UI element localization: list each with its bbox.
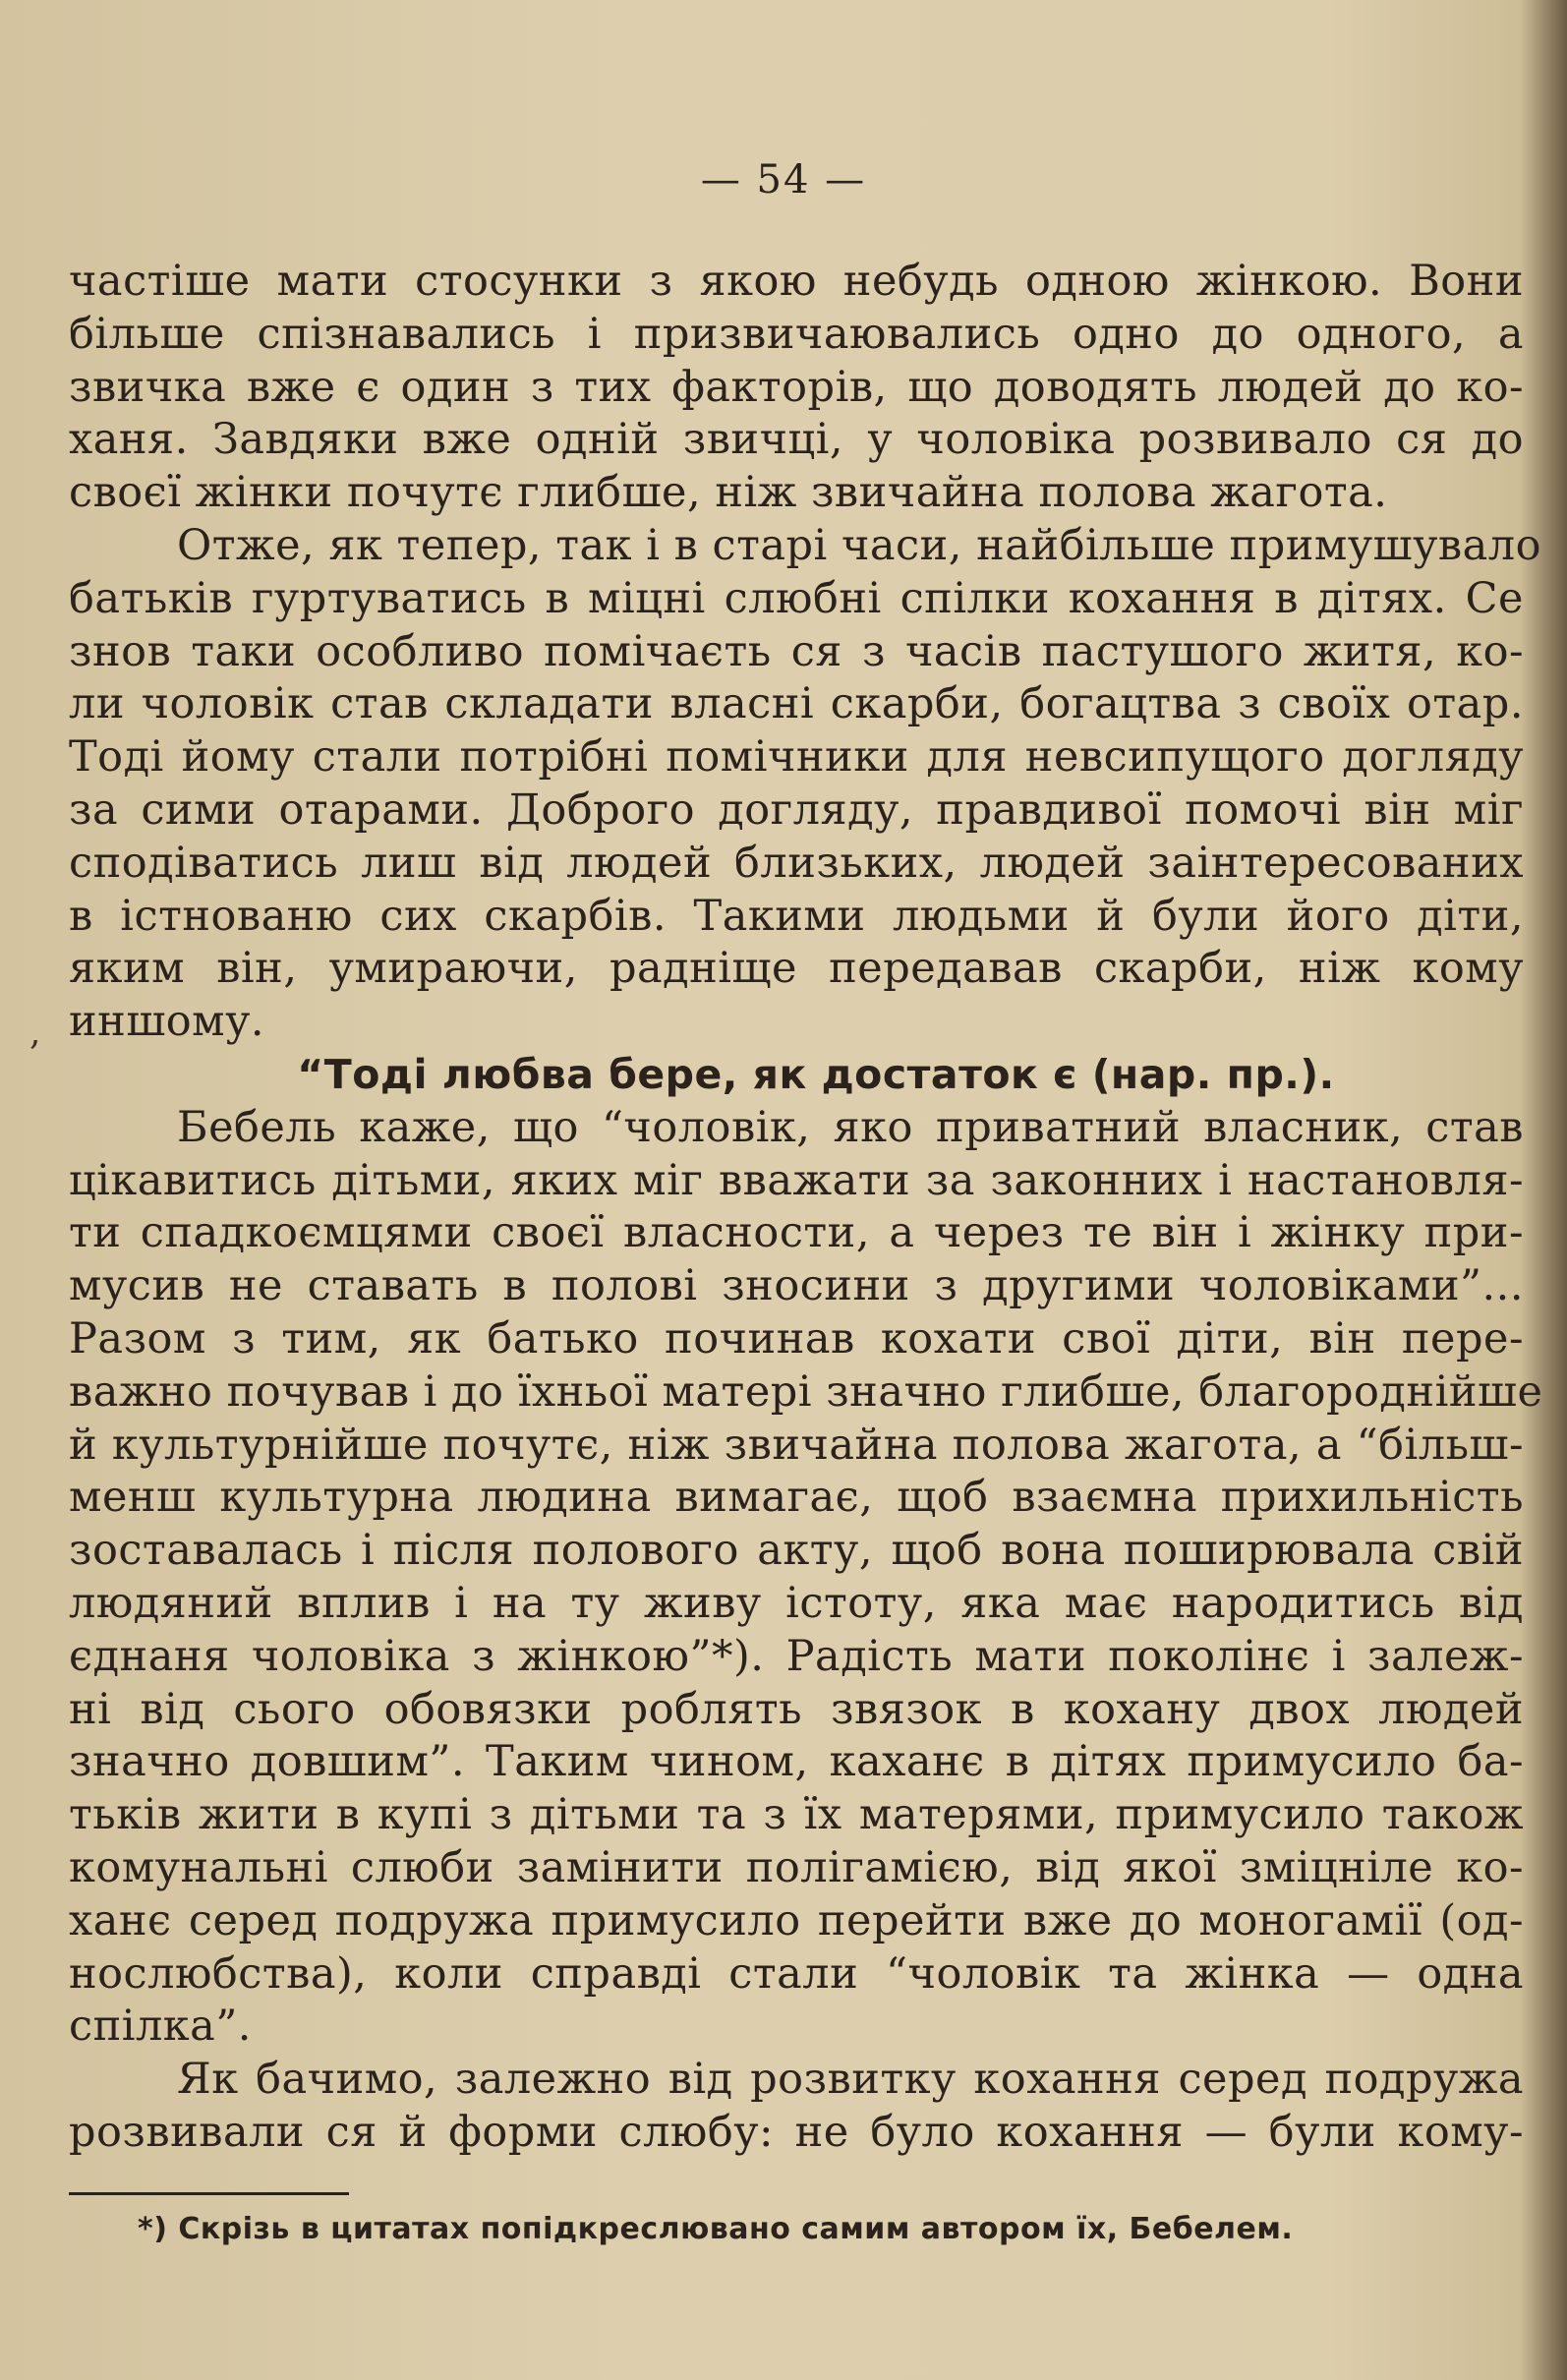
text-line: цікавитись дітьми, яких міг вважати за законних і настановля- xyxy=(69,1155,1524,1205)
text-line: тьків жити в купі з дітьми та з їх матерями, примусило також xyxy=(69,1790,1524,1840)
text-line: більше спізнавались і призвичаювались одно до одного, а xyxy=(69,309,1524,359)
text-line: ли чоловік став складати власні скарби, богацтва з своїх отар. xyxy=(69,679,1524,729)
footnote: *) Скрізь в цитатах попідкреслювано самим автором їх, Бебелем. xyxy=(138,2212,1294,2246)
text-line: яким він, умираючи, радніще передавав скарби, ніж кому xyxy=(69,944,1524,994)
text-line: мусив не ставать в полові зносини з другими чоловіками”... xyxy=(69,1261,1524,1311)
text-line: значно довшим”. Таким чином, каханє в дітях примусило ба- xyxy=(69,1737,1524,1787)
text-line: спілка”. xyxy=(69,2002,252,2052)
text-line: батьків гуртуватись в міцні слюбні спілки кохання в дітях. Се xyxy=(69,573,1524,623)
text-line: й культурнійше почутє, ніж звичайна полова жагота, а “більш- xyxy=(69,1420,1524,1470)
text-line: Як бачимо, залежно від розвитку кохання серед подружа xyxy=(177,2055,1524,2105)
text-line: менш культурна людина вимагає, щоб взаємна прихильність xyxy=(69,1473,1524,1523)
body-text xyxy=(69,256,1543,2160)
text-line: зоставалась і після полового акту, щоб вона поширювала свій xyxy=(69,1526,1524,1576)
text-line: своєї жінки почутє глибше, ніж звичайна полова жагота. xyxy=(69,468,1388,518)
text-line: ні від сього обовязки роблять звязок в кохану двох людей xyxy=(69,1684,1524,1734)
text-line: знов таки особливо помічаєть ся з часів пастушого житя, ко- xyxy=(69,626,1524,676)
text-line: Отже, як тепер, так і в старі часи, найбільше примушувало xyxy=(177,520,1541,570)
text-line: важно почував і до їхньої матері значно глибше, благороднійше xyxy=(69,1366,1543,1417)
page-number: — 54 — xyxy=(700,157,867,203)
text-line: иншому. xyxy=(69,997,265,1047)
section-heading: “Тоді любва бере, як достаток є (нар. пр.). xyxy=(297,1050,1335,1098)
text-line: розвивали ся й форми слюбу: не було кохання — були кому- xyxy=(69,2107,1524,2157)
text-line: ти спадкоємцями своєї власности, а через те він і жінку при- xyxy=(69,1208,1524,1258)
text-line: за сими отарами. Доброго догляду, правдивої помочі він міг xyxy=(69,784,1524,835)
text-line: ханя. Завдяки вже одній звичці, у чоловіка розвивало ся до xyxy=(69,415,1524,465)
text-line: нослюбства), коли справді стали “чоловік та жінка — одна xyxy=(69,1948,1524,1999)
text-line: Бебель каже, що “чоловік, яко приватний власник, став xyxy=(177,1102,1524,1152)
text-line: єднаня чоловіка з жінкою”*). Радість мати поколінє і залеж- xyxy=(69,1631,1524,1681)
text-line: людяний вплив і на ту живу істоту, яка має народитись від xyxy=(69,1578,1524,1628)
text-line: сподіватись лиш від людей близьких, людей заінтересованих xyxy=(69,838,1524,888)
margin-mark: , xyxy=(29,1013,41,1053)
text-line: Разом з тим, як батько починав кохати свої діти, він пере- xyxy=(69,1313,1524,1364)
text-line: звичка вже є один з тих факторів, що доводять людей до ко- xyxy=(69,362,1524,412)
text-line: комунальні слюби замінити полігамією, від якої зміцніле ко- xyxy=(69,1842,1524,1892)
footnote-divider xyxy=(69,2192,349,2195)
text-line: Тоді йому стали потрібні помічники для невсипущого догляду xyxy=(69,732,1524,783)
text-line: в істнованю сих скарбів. Такими людьми й були його діти, xyxy=(69,891,1524,941)
text-line: частіше мати стосунки з якою небудь одною жінкою. Вони xyxy=(69,257,1524,306)
text-line: ханє серед подружа примусило перейти вже до моногамії (од- xyxy=(69,1895,1524,1945)
